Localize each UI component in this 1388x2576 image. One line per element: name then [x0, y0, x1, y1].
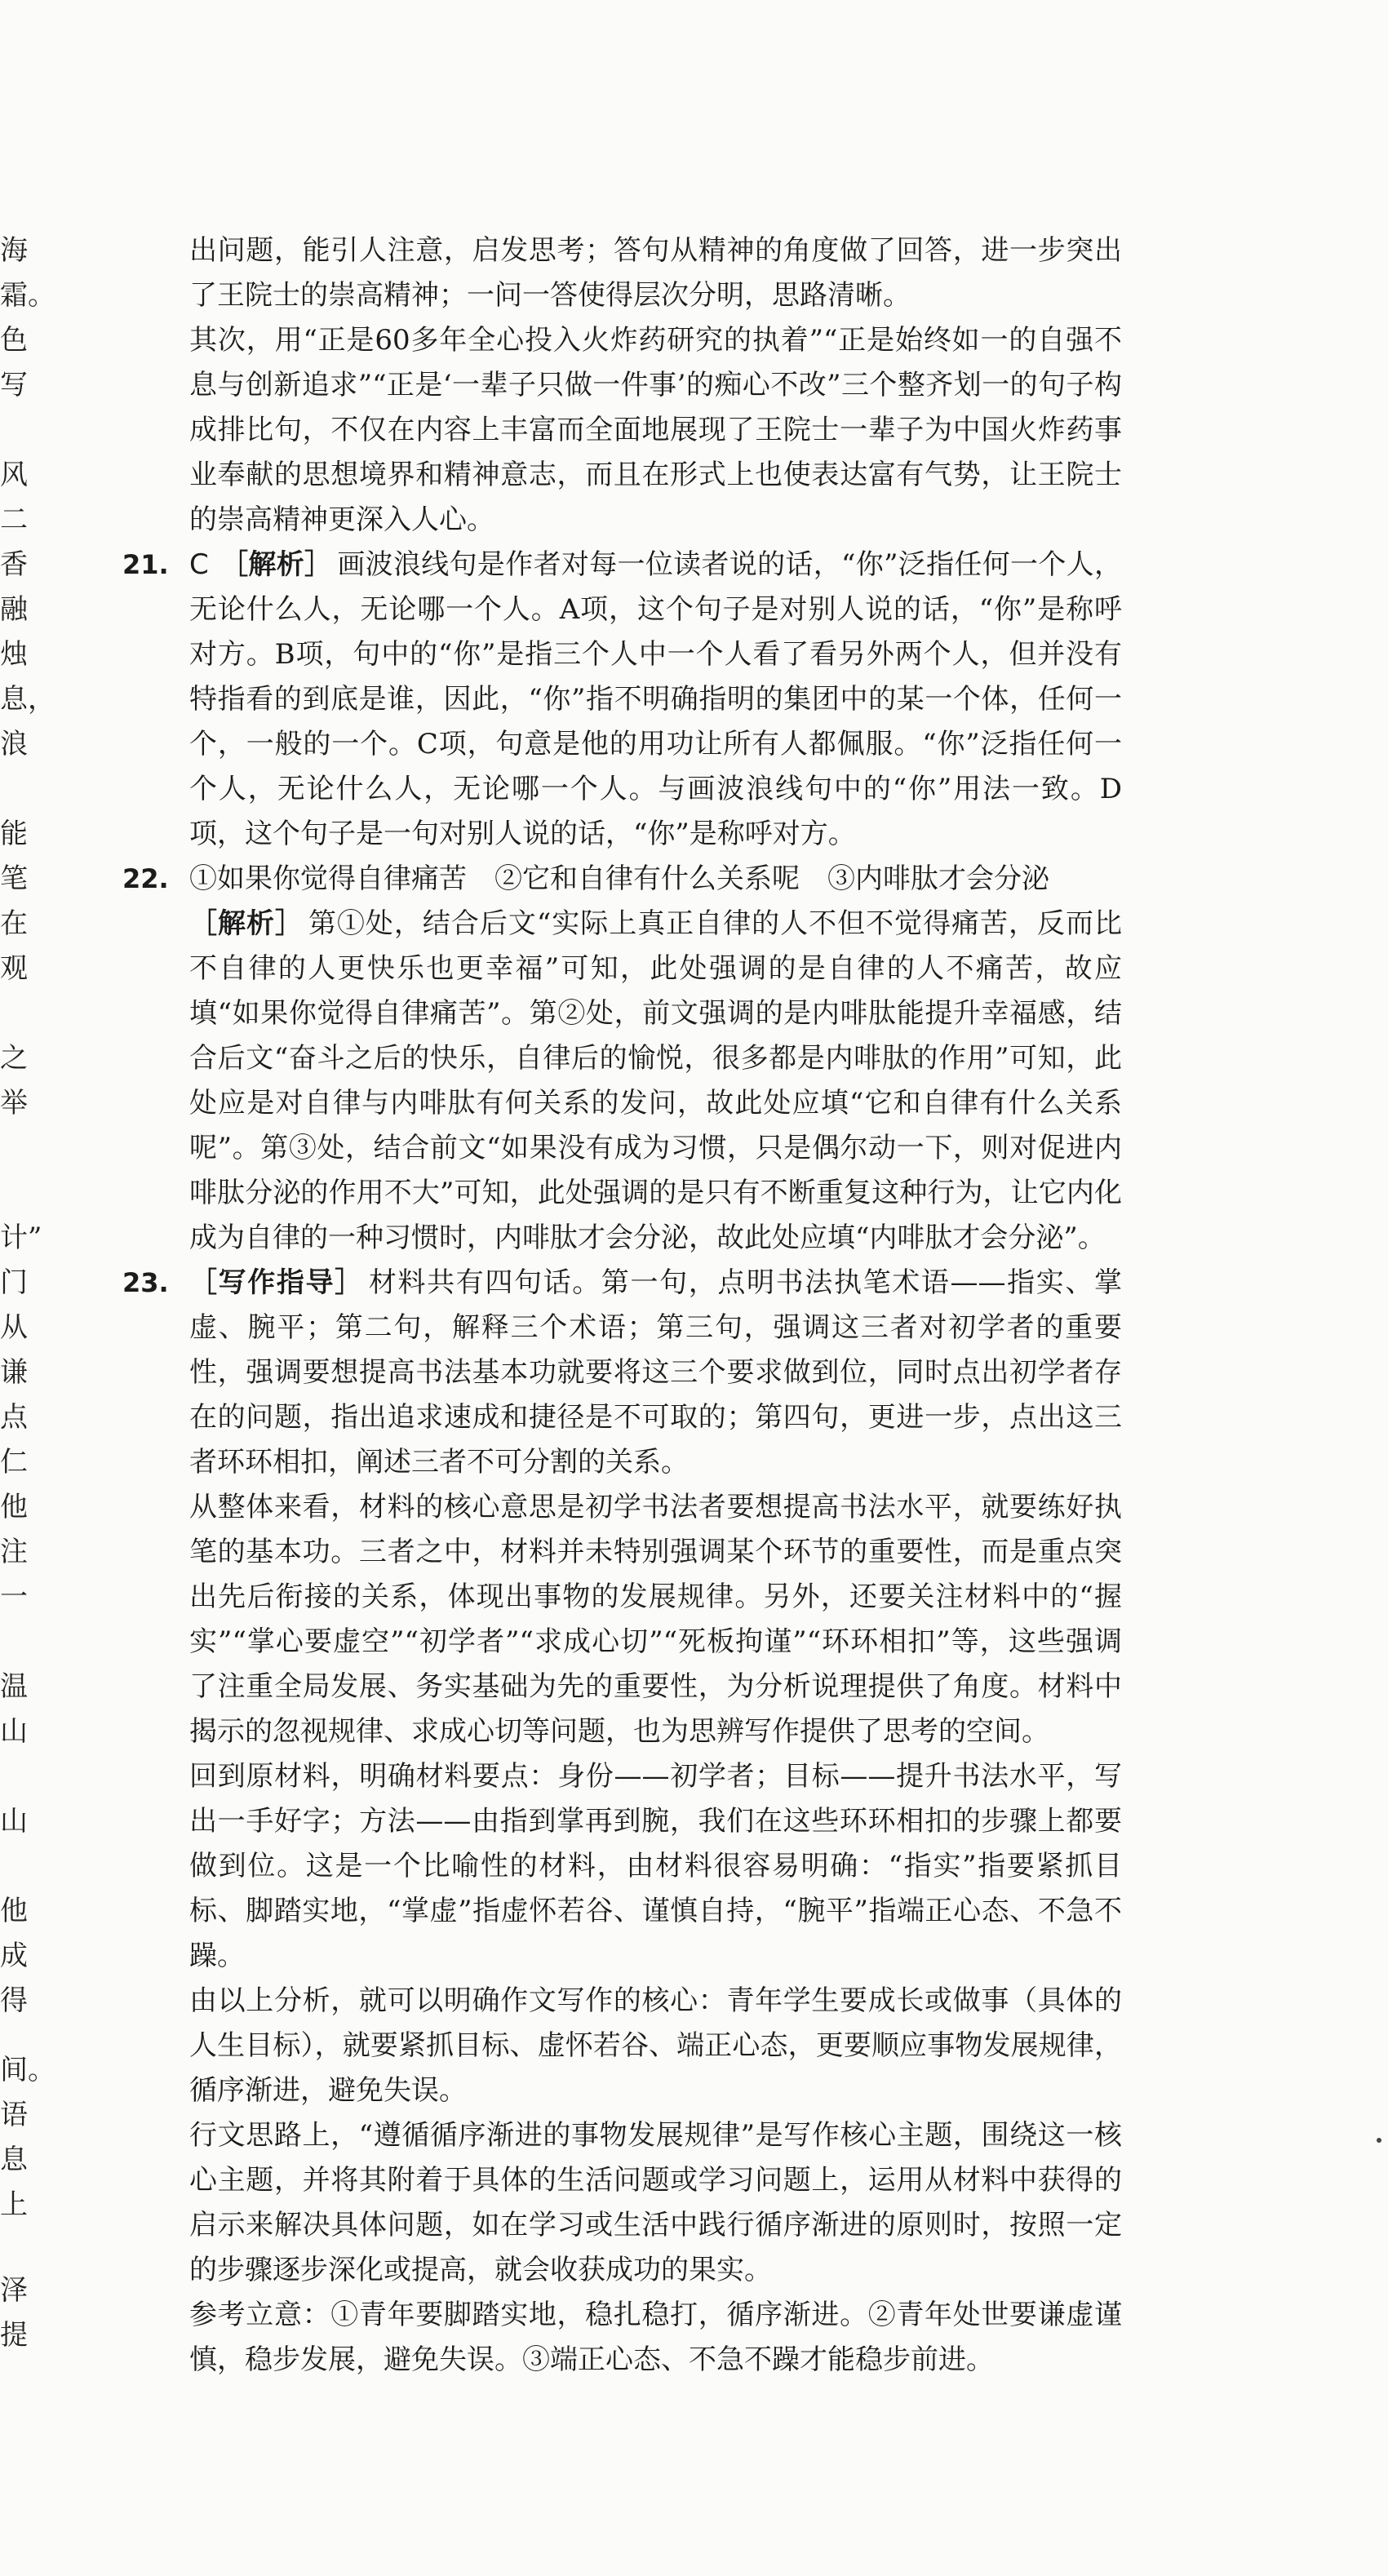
scan-dot: [1377, 2138, 1381, 2143]
intro-continuation: [122, 228, 1122, 543]
bleed-char: 注: [0, 1536, 28, 1568]
bleed-char: 海: [0, 234, 28, 267]
writing-guide-text: 材料共有四句话。第一句，点明书法执笔术语——指实、掌虚、腕平；第二句，解释三个术语；第三句，强调这三者对初学者的重要性，强调要想提高书法基本功就要将这三个要求做到位，同时点出初学者存在的问题，指出追求速成和捷径是不可取的；第四句，更进一步，点出这三者环环相扣，阐述三者不可分割的关系。: [189, 1266, 1123, 1479]
bleed-char: 他: [0, 1491, 28, 1523]
bleed-char: 写: [0, 369, 28, 401]
bleed-char: 门: [0, 1266, 28, 1299]
bleed-char: 能: [0, 818, 28, 850]
bleed-char: 提: [0, 2319, 28, 2352]
bleed-char: 香: [0, 548, 28, 581]
bleed-char: 之: [0, 1042, 28, 1075]
bleed-char: 泽: [0, 2274, 28, 2307]
bleed-char: 霜。: [0, 279, 55, 312]
bleed-char: 观: [0, 952, 28, 985]
bleed-char: 谦: [0, 1356, 28, 1389]
bleed-char: 一: [0, 1581, 28, 1613]
intro-paragraph-2: 其次，用“正是60多年全心投入火炸药研究的执着”“正是始终如一的自强不息与创新追求”“正是‘一辈子只做一件事’的痴心不改”三个整齐划一的句子构成排比句，不仅在内容上丰富而全面地展现了王院士一辈子为中国火炸药事业奉献的思想境界和精神意志，而且在形式上也使表达富有气势，让王院士的崇高精神更深入人心。: [189, 324, 1122, 536]
question-21-body: [189, 543, 1122, 857]
analysis-text: 第①处，结合后文“实际上真正自律的人不但不觉得痛苦，反而比不自律的人更快乐也更幸福”可知，此处强调的是自律的人不痛苦，故应填“如果你觉得自律痛苦”。第②处，前文强调的是内啡肽能提升幸福感，结合后文“奋斗之后的快乐，自律后的愉悦，很多都是内啡肽的作用”可知，此处应是对自律与内啡肽有何关系的发问，故此处应填“它和自律有什么关系呢”。第③处，结合前文“如果没有成为习惯，只是偶尔动一下，则对促进内啡肽分泌的作用不大”可知，此处强调的是只有不断重复这种行为，让它内化成为自律的一种习惯时，内啡肽才会分泌，故此处应填“内啡肽才会分泌”。: [189, 907, 1122, 1254]
bleed-char: 风: [0, 459, 28, 491]
answer-choice: C: [189, 548, 209, 581]
question-23-paragraph-4: 由以上分析，就可以明确作文写作的核心：青年学生要成长或做事（具体的人生目标），就要紧抓目标、虚怀若谷、端正心态，更要顺应事物发展规律，循序渐进，避免失误。: [189, 1984, 1122, 2107]
question-number: 23.: [122, 1267, 169, 1298]
bleed-char: 烛: [0, 638, 28, 671]
intro-paragraph-1: 出问题，能引人注意，启发思考；答句从精神的角度做了回答，进一步突出了王院士的崇高精神；一问一答使得层次分明，思路清晰。: [189, 234, 1122, 312]
bleed-char: 成: [0, 1940, 28, 1972]
bleed-char: 得: [0, 1984, 28, 2017]
question-23-paragraph-1: [189, 1261, 1122, 1485]
bleed-char: 山: [0, 1805, 28, 1838]
question-23-paragraph-3: 回到原材料，明确材料要点：身份——初学者；目标——提升书法水平，写出一手好字；方法——由指到掌再到腕，我们在这些环环相扣的步骤上都要做到位。这是一个比喻性的材料，由材料很容易明确：“指实”指要紧抓目标、脚踏实地，“掌虚”指虚怀若谷、谨慎自持，“腕平”指端正心态、不急不躁。: [189, 1760, 1122, 1972]
bleed-char: 仁: [0, 1446, 28, 1479]
bleed-char: 温: [0, 1670, 28, 1703]
bleed-char: 融: [0, 593, 28, 626]
bleed-char: 间。: [0, 2054, 55, 2086]
analysis-tag: ［解析］: [189, 907, 304, 940]
analysis-text: 画波浪线句是作者对每一位读者说的话，“你”泛指任何一个人，无论什么人，无论哪一个人。A项，这个句子是对别人说的话，“你”是称呼对方。B项，句中的“你”是指三个人中一个人看了看另外两个人，但并没有特指看的到底是谁，因此，“你”指不明确指明的集团中的某一个体，任何一个，一般的一个。C项，句意是他的用功让所有人都佩服。“你”泛指任何一个人，无论什么人，无论哪一个人。与画波浪线句中的“你”用法一致。D项，这个句子是一句对别人说的话，“你”是称呼对方。: [189, 548, 1123, 850]
answer-page-body: [122, 228, 1122, 2383]
question-23-paragraph-2: 从整体来看，材料的核心意思是初学书法者要想提高书法水平，就要练好执笔的基本功。三者之中，材料并未特别强调某个环节的重要性，而是重点突出先后衔接的关系，体现出事物的发展规律。另外，还要关注材料中的“握实”“掌心要虚空”“初学者”“求成心切”“死板拘谨”“环环相扣”等，这些强调了注重全局发展、务实基础为先的重要性，为分析说理提供了角度。材料中揭示的忽视规律、求成心切等问题，也为思辨写作提供了思考的空间。: [189, 1491, 1122, 1748]
question-22: [122, 857, 1122, 1261]
bleed-char: 举: [0, 1087, 28, 1120]
bleed-char: 在: [0, 907, 28, 940]
question-23-paragraph-5: 行文思路上，“遵循循序渐进的事物发展规律”是写作核心主题，围绕这一核心主题，并将其附着于具体的生活问题或学习问题上，运用从材料中获得的启示来解决具体问题，如在学习或生活中践行循序渐进的原则时，按照一定的步骤逐步深化或提高，就会收获成功的果实。: [189, 2119, 1122, 2286]
question-21: [122, 543, 1122, 857]
bleed-char: 息: [0, 2144, 28, 2176]
bleed-char: 色: [0, 324, 28, 357]
bleed-char: 从: [0, 1311, 28, 1344]
bleed-char: 山: [0, 1715, 28, 1748]
analysis-tag: ［解析］: [220, 548, 333, 581]
question-23: [122, 1261, 1122, 2383]
bleed-char: 点: [0, 1401, 28, 1434]
bleed-char: 笔: [0, 862, 28, 895]
writing-guide-tag: ［写作指导］: [189, 1266, 364, 1299]
question-22-answer: ①如果你觉得自律痛苦 ②它和自律有什么关系呢 ③内啡肽才会分泌: [189, 862, 1049, 895]
bleed-char: 息，: [0, 683, 55, 716]
question-22-analysis: [189, 902, 1122, 1261]
bleed-char: 他: [0, 1895, 28, 1927]
question-23-paragraph-6: 参考立意：①青年要脚踏实地，稳扎稳打，循序渐进。②青年处世要谦虚谨慎，稳步发展，避免失误。③端正心态、不急不躁才能稳步前进。: [189, 2299, 1122, 2376]
bleed-char: 语: [0, 2099, 28, 2131]
bleed-char: 计”: [0, 1221, 42, 1254]
question-number: 22.: [122, 863, 169, 894]
bleed-char: 二: [0, 503, 28, 536]
bleed-char: 浪: [0, 728, 28, 760]
question-number: 21.: [122, 549, 169, 580]
bleed-char: 上: [0, 2188, 28, 2221]
